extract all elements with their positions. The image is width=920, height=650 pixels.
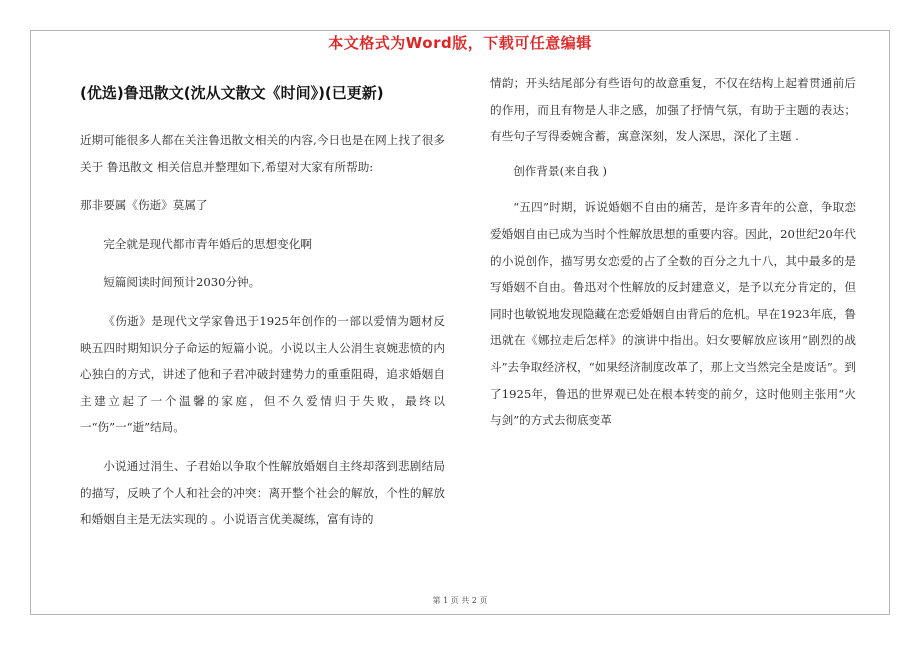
background-paragraph: “五四”时期，诉说婚姻不自由的痛苦，是许多青年的公意，争取恋爱婚姻自由已成为当时个性解放思想的重要内容。因此，20世纪20年代的小说创作，描写男女恋爱的占了全数的百分之九十八，其中最多的是写婚姻不自由。鲁迅对个性解放的反封建意义，是予以充分肯定的，但同时也敏锐地发现隐藏在恋爱婚姻自由背后的危机。早在1923年底，鲁迅就在《娜拉走后怎样》的演讲中指出。妇女要解放应该用“剧烈的战斗”去争取经济权，“如果经济制度改革了，那上文当然完全是废话”。到了1925年，鲁迅的世界观已处在根本转变的前夕，这时他则主张用“火与剑”的方式去彻底变革 xyxy=(490,200,856,428)
left-column xyxy=(80,70,445,533)
novel-summary-paragraph: 《伤逝》是现代文学家鲁迅于1925年创作的一部以爱情为题材反映五四时期知识分子命运的短篇小说。小说以主人公涓生哀婉悲愤的内心独白的方式，讲述了他和子君冲破封建势力的重重阻碍，追求婚姻自主建立起了一个温馨的家庭，但不久爱情归于失败，最终以一“伤”一“逝”结局。 xyxy=(80,313,445,435)
comment-line: 完全就是现代都市青年婚后的思想变化啊 xyxy=(103,236,312,251)
style-continuation-paragraph: 情韵；开头结尾部分有些语句的故意重复，不仅在结构上起着贯通前后的作用，而且有物是人非之感，加强了抒情气氛，有助于主题的表达；有些句子写得委婉含蓄，寓意深刻，发人深思，深化了主题 . xyxy=(490,76,856,144)
reading-time-line: 短篇阅读时间预计2030分钟。 xyxy=(103,275,261,290)
recommendation-line: 那非要属《伤逝》莫属了 xyxy=(80,198,208,213)
page-number-footer: 第 1 页 共 2 页 xyxy=(432,596,488,605)
word-format-banner: 本文格式为Word版，下载可任意编辑 xyxy=(328,34,592,52)
intro-paragraph: 近期可能很多人都在关注鲁迅散文相关的内容,今日也是在网上找了很多关于 鲁迅散文 相关信息并整理如下,希望对大家有所帮助: xyxy=(80,133,445,174)
theme-paragraph: 小说通过涓生、子君始以争取个性解放婚姻自主终却落到悲剧结局的描写，反映了个人和社会的冲突：离开整个社会的解放，个性的解放和婚姻自主是无法实现的 。小说语言优美凝练，富有诗的 xyxy=(80,458,445,527)
document-title: (优选)鲁迅散文(沈从文散文《时间》)(已更新) xyxy=(80,84,384,102)
right-column xyxy=(490,70,856,434)
section-heading-background: 创作背景(来自我 ) xyxy=(513,163,608,178)
